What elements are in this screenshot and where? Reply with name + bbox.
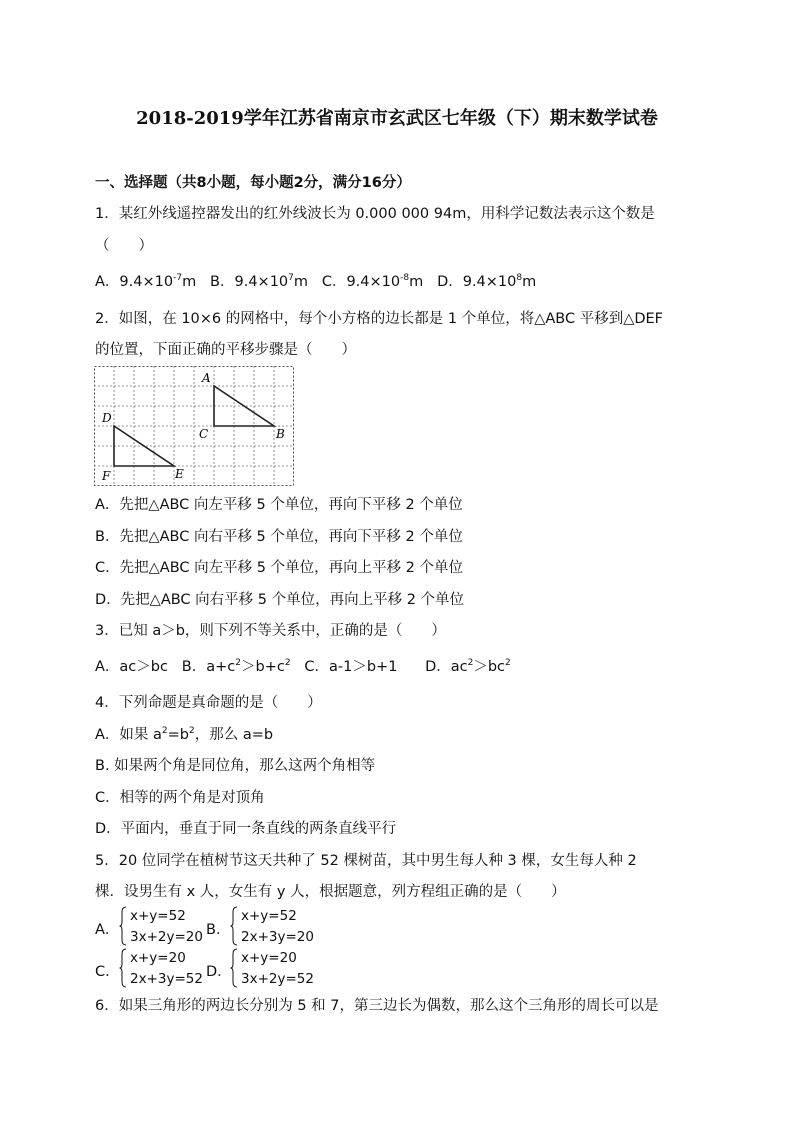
brace-icon bbox=[119, 948, 127, 988]
q3-option-c: C．a-1＞b+1 bbox=[304, 659, 398, 675]
q2-option-b: B．先把△ABC 向右平移 5 个单位，再向下平移 2 个单位 bbox=[95, 529, 463, 545]
label-b: B bbox=[276, 427, 285, 441]
q3-option-d: D．$ac^2>bc^2$ bbox=[425, 658, 511, 675]
q1-options bbox=[95, 272, 536, 292]
q5-stem-line2: 棵．设男生有 x 人，女生有 y 人，根据题意，列方程组正确的是（ ） bbox=[95, 884, 566, 900]
label-a: A bbox=[202, 371, 211, 385]
q5-option-d-label: D． bbox=[206, 964, 232, 980]
q1-option-c: C．$9.4\times 10^{-8}m$ bbox=[321, 273, 424, 290]
q3-option-b: B．$a+c^2>b+c^2$ bbox=[181, 658, 291, 675]
q2-stem-line1: 2．如图，在 10×6 的网格中，每个小方格的边长都是 1 个单位，将△ABC 平移到△DEF bbox=[95, 311, 664, 327]
q1-stem-line1: 1．某红外线遥控器发出的红外线波长为 0.000 000 94m，用科学记数法表示这个数是 bbox=[95, 206, 655, 222]
q5-option-c-label: C． bbox=[95, 964, 120, 980]
brace-icon bbox=[119, 906, 127, 946]
grid-figure bbox=[94, 366, 294, 486]
q5-option-b-label: B． bbox=[206, 922, 231, 938]
label-c: C bbox=[199, 427, 209, 441]
q1-option-d: D．$9.4\times 10^8m$ bbox=[437, 273, 537, 290]
q5-b-eq1: x+y=52 bbox=[241, 908, 297, 924]
q4-option-d: D．平面内，垂直于同一条直线的两条直线平行 bbox=[95, 821, 397, 837]
q4-option-c: C．相等的两个角是对顶角 bbox=[95, 790, 265, 806]
q5-b-eq2: 2x+3y=20 bbox=[241, 929, 314, 945]
q3-option-a: A．ac＞bc bbox=[95, 659, 168, 675]
q5-option-a-label: A． bbox=[95, 922, 120, 938]
q5-d-eq1: x+y=20 bbox=[241, 950, 297, 966]
brace-icon bbox=[230, 948, 238, 988]
q3-options bbox=[95, 657, 511, 677]
q4-option-b: B. 如果两个角是同位角，那么这两个角相等 bbox=[95, 758, 376, 774]
q5-d-eq2: 3x+2y=52 bbox=[241, 971, 314, 987]
label-e: E bbox=[175, 467, 184, 481]
q4-option-a: A．如果 $a^2=b^2$，那么 a=b bbox=[95, 726, 274, 743]
brace-icon bbox=[230, 906, 238, 946]
label-d: D bbox=[102, 411, 112, 425]
q2-stem-line2: 的位置，下面正确的平移步骤是（ ） bbox=[95, 342, 356, 358]
q2-option-a: A．先把△ABC 向左平移 5 个单位，再向下平移 2 个单位 bbox=[95, 497, 463, 513]
q2-option-c: C．先把△ABC 向左平移 5 个单位，再向上平移 2 个单位 bbox=[95, 560, 464, 576]
q4-stem: 4．下列命题是真命题的是（ ） bbox=[95, 695, 322, 711]
q5-c-eq2: 2x+3y=52 bbox=[130, 971, 203, 987]
q5-a-eq2: 3x+2y=20 bbox=[130, 929, 203, 945]
q5-c-eq1: x+y=20 bbox=[130, 950, 186, 966]
q5-stem-line1: 5．20 位同学在植树节这天共种了 52 棵树苗，其中男生每人种 3 棵，女生每人种 2 bbox=[95, 853, 637, 869]
label-f: F bbox=[102, 469, 111, 483]
q6-stem-line1: 6．如果三角形的两边长分别为 5 和 7，第三边长为偶数，那么这个三角形的周长可以是 bbox=[95, 998, 659, 1014]
section-heading: 一、选择题（共8小题，每小题2分，满分16分） bbox=[95, 175, 411, 191]
q1-option-b: B．$9.4\times 10^7m$ bbox=[210, 273, 308, 290]
page-title: 2018-2019学年江苏省南京市玄武区七年级（下）期末数学试卷 bbox=[136, 108, 658, 129]
q1-stem-line2: （ ） bbox=[95, 238, 153, 254]
q1-option-a: A．$9.4\times 10^{-7}m$ bbox=[95, 273, 197, 290]
q3-stem: 3．已知 a＞b，则下列不等关系中，正确的是（ ） bbox=[95, 623, 446, 639]
q2-option-d: D．先把△ABC 向右平移 5 个单位，再向上平移 2 个单位 bbox=[95, 592, 465, 608]
q5-a-eq1: x+y=52 bbox=[130, 908, 186, 924]
